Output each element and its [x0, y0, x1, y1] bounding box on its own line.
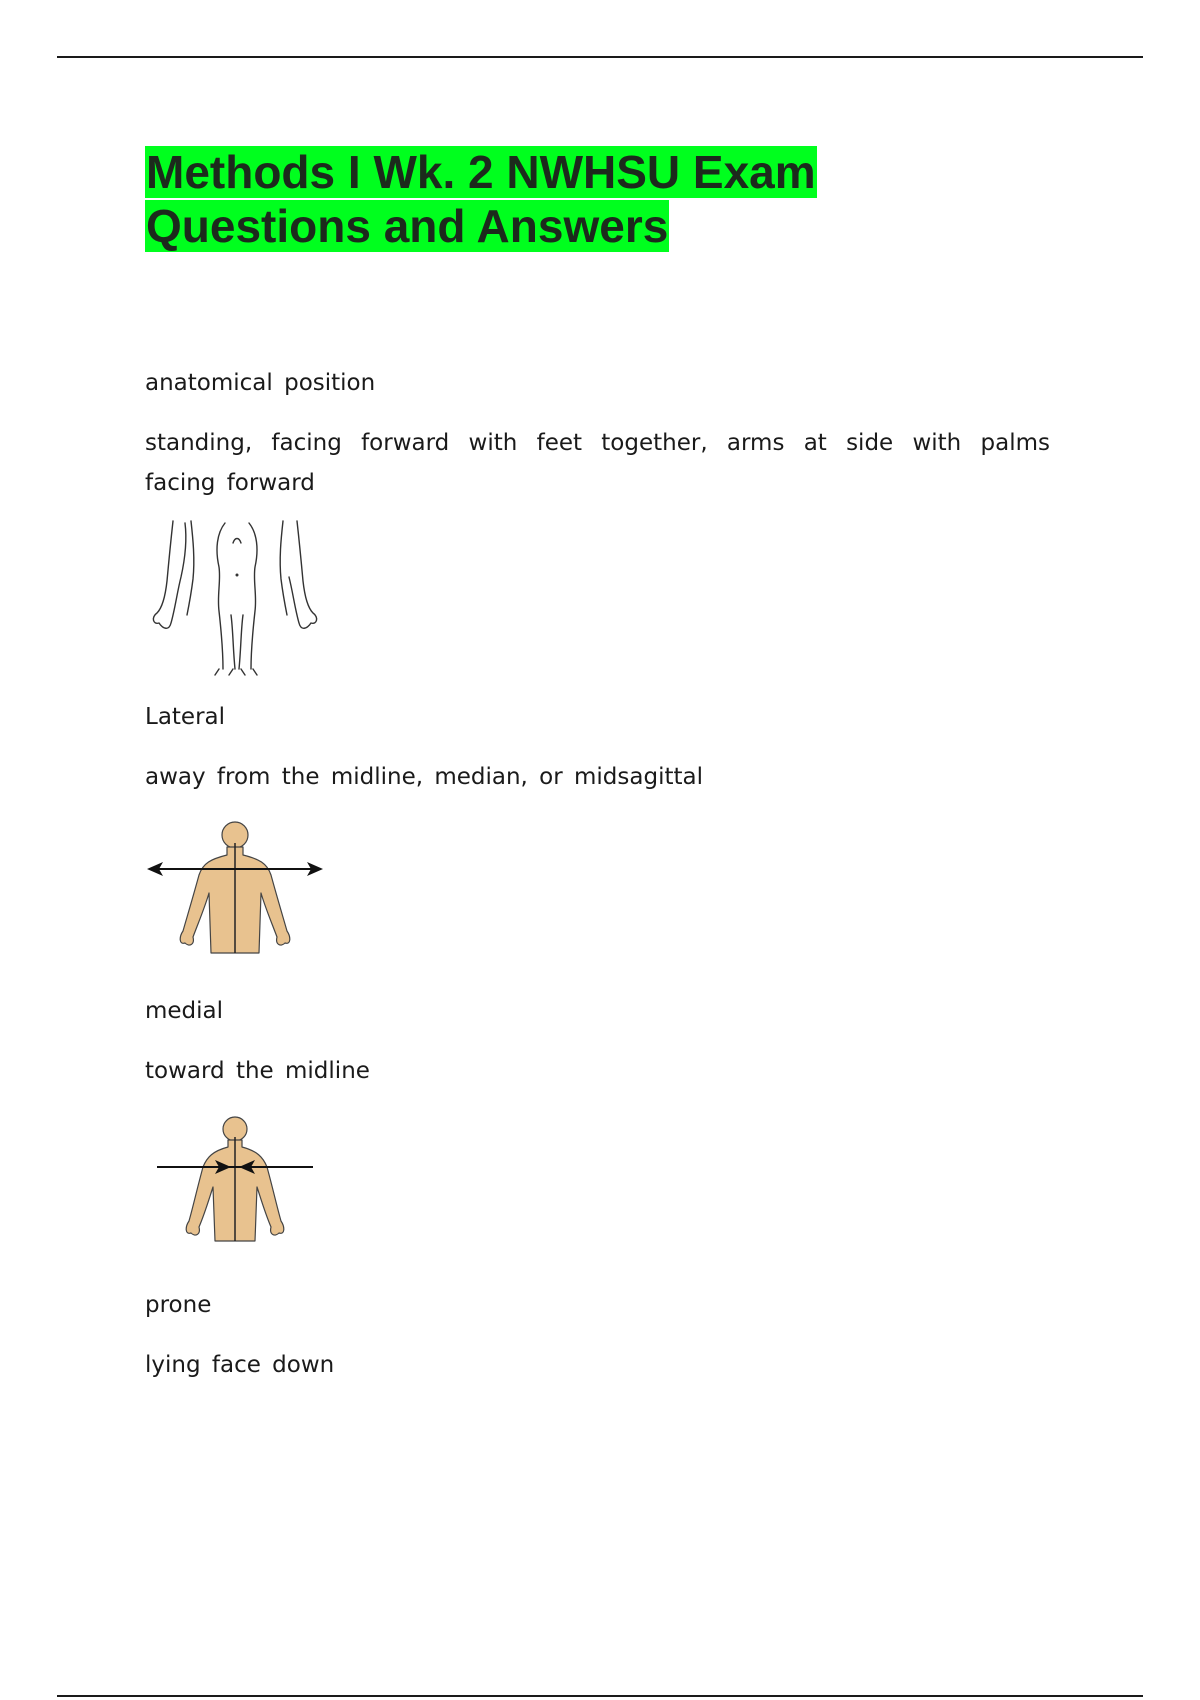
medial-direction-icon: [145, 1107, 325, 1267]
term-anatomical-position: anatomical position: [145, 370, 376, 396]
term-medial: medial: [145, 998, 224, 1024]
term-lateral: Lateral: [145, 704, 226, 730]
definition-prone: lying face down: [145, 1352, 335, 1378]
definition-lateral: away from the midline, median, or midsagittal: [145, 764, 703, 790]
top-rule: [57, 56, 1143, 58]
term-prone: prone: [145, 1292, 212, 1318]
qa-list: [145, 363, 1050, 1385]
definition-anatomical-position: standing, facing forward with feet together, arms at side with palms facing forward: [145, 430, 1050, 496]
anatomical-position-outline-icon: [145, 519, 325, 679]
lateral-direction-icon: [145, 813, 325, 973]
title-line-2: Questions and Answers: [146, 200, 669, 252]
definition-medial: toward the midline: [145, 1058, 370, 1084]
bottom-rule: [57, 1695, 1143, 1697]
title-line-1: Methods I Wk. 2 NWHSU Exam: [146, 146, 816, 198]
document-title: [145, 145, 1050, 253]
document-body: [145, 145, 1050, 1385]
